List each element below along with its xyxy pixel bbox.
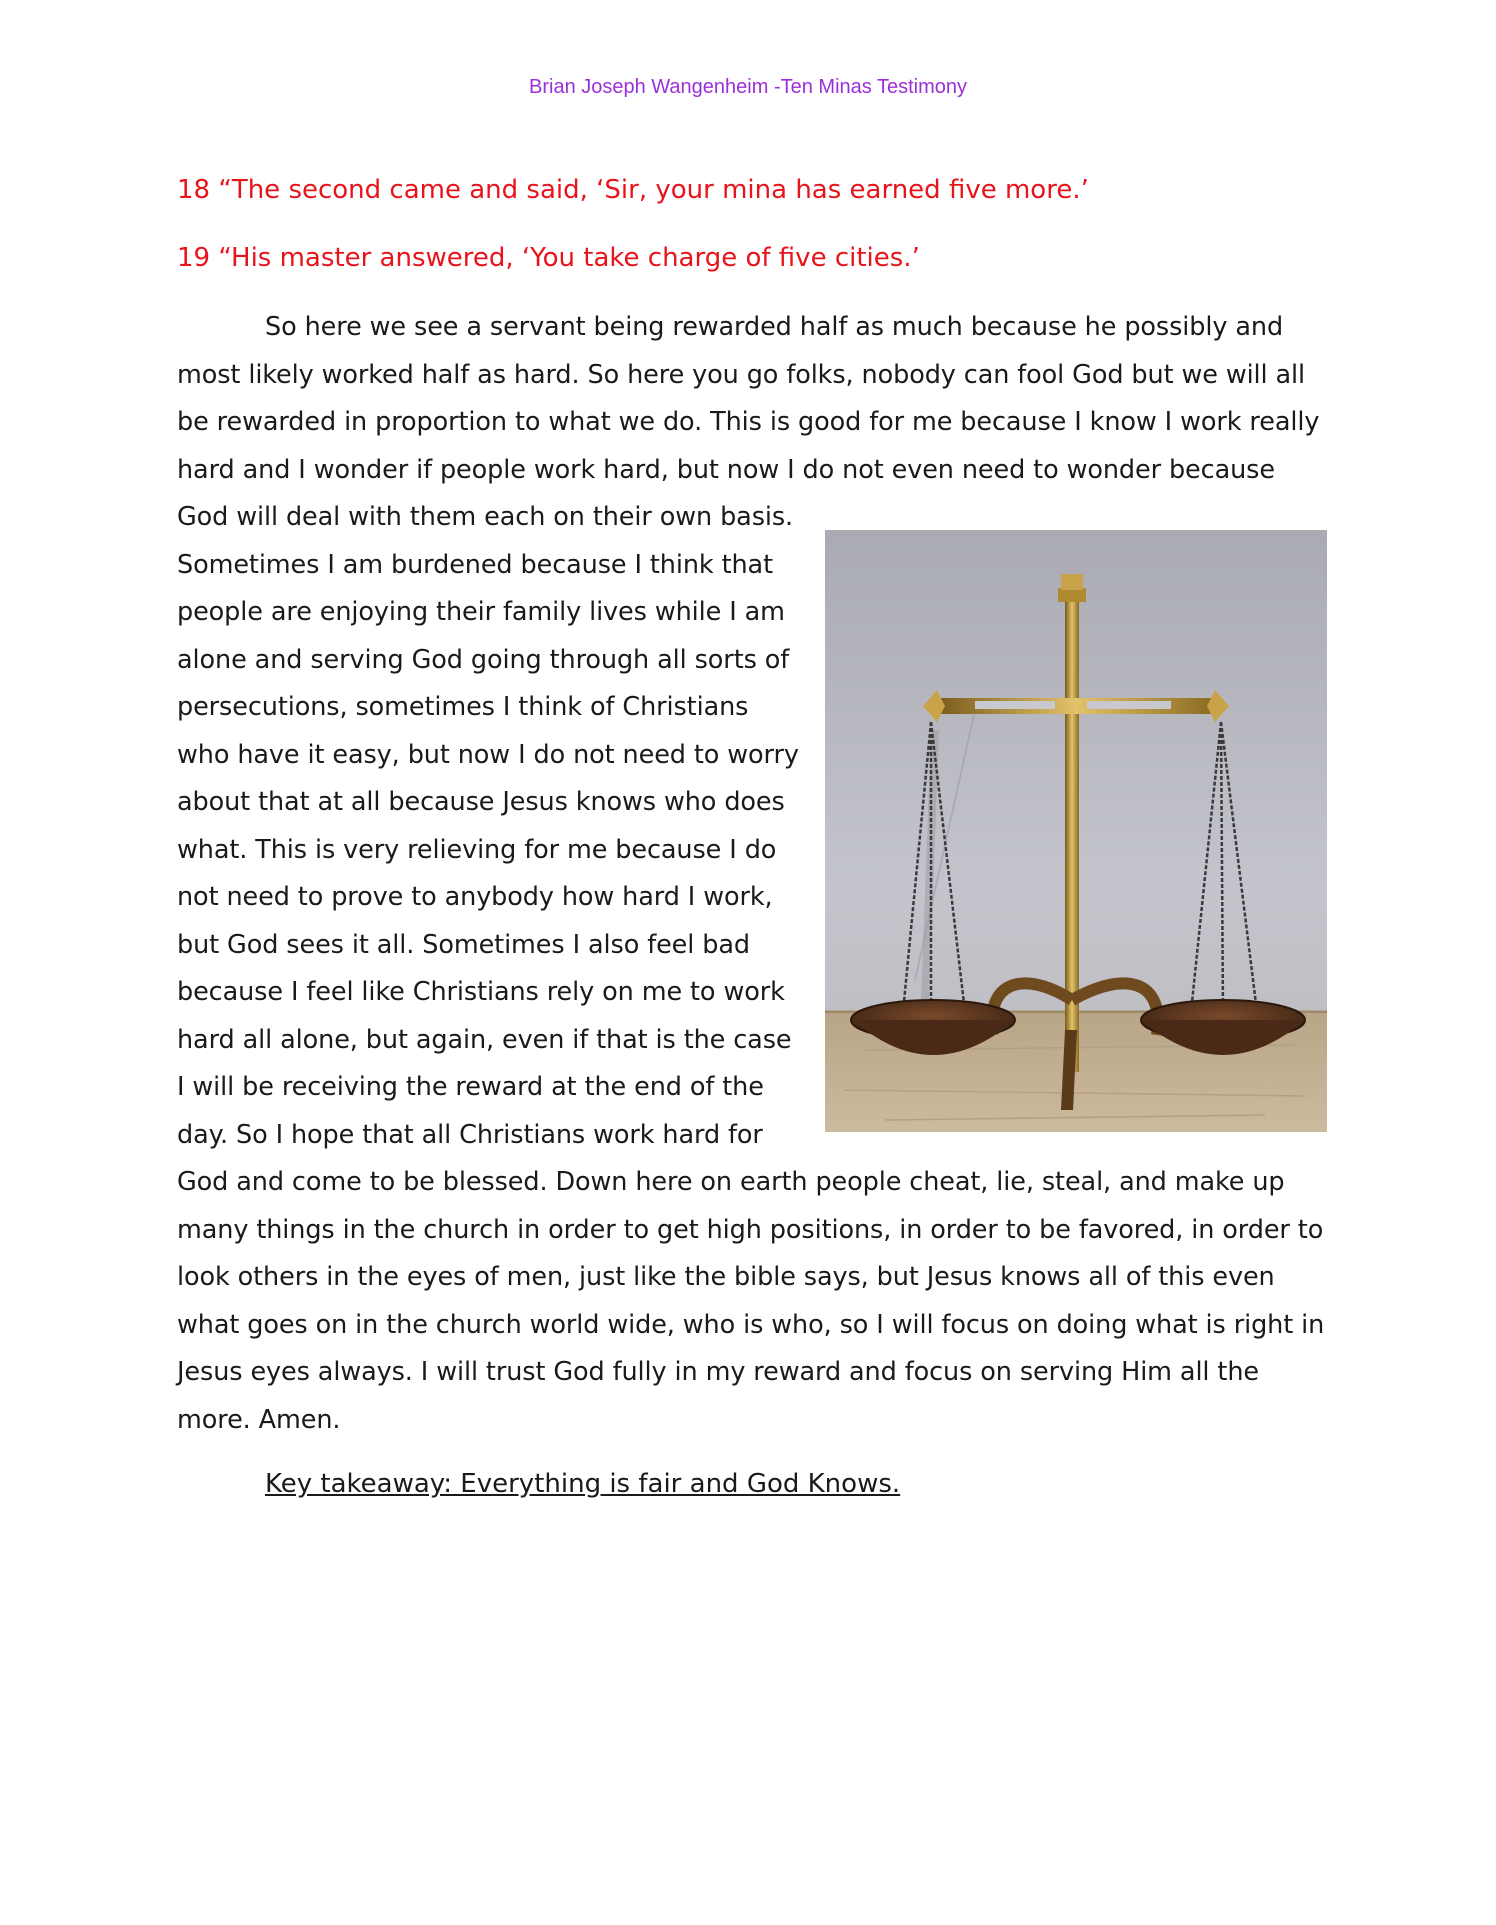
paragraph-rest: Sometimes I am burdened because I think that people are enjoying their family lives while I am alone and serving God going through all sorts of persecutions, sometimes I think of Christians who have it easy, but now I do not need to worry about that at all because Jesus knows who does what. This is very relieving for me because I do not need to prove to anybody how hard I work, but God sees it all. Sometimes I also feel bad because I feel like Christians rely on me to work hard all alone, but again, even if that is the case I will be receiving the reward at the end of the day. So I hope that all Christians work hard for God and come to be blessed. Down here on earth people cheat, lie, steal, and make up many things in the church in order to get high positions, in order to be favored, in order to look others in the eyes of men, just like the bible says, but Jesus knows all of this even what goes on in the church world wide, who is who, so I will focus on doing what is right in Jesus eyes always. I will trust God fully in my reward and focus on serving Him all the more. Amen. [177,549,1325,1435]
document-body [177,168,1327,1504]
page-header: Brian Joseph Wangenheim -Ten Minas Testimony [529,76,967,98]
paragraph-lead: So here we see a servant being rewarded half as much because he possibly and most likely worked half as hard. So here you go folks, nobody can fool God but we will all be rewarded in proportion to what we do. This is good for me because I know I work really hard and I wonder if people work hard, but now I do not even need to wonder because God will deal with them each on their own basis. [177,312,1320,532]
verse-18: 18 “The second came and said, ‘Sir, your mina has earned five more.’ [177,175,1089,205]
balance-scale-photo [825,530,1327,1132]
testimony-paragraph [177,304,1327,1444]
key-takeaway: Key takeaway: Everything is fair and God Knows. [265,1469,901,1499]
verse-19: 19 “His master answered, ‘You take charge of five cities.’ [177,243,920,273]
